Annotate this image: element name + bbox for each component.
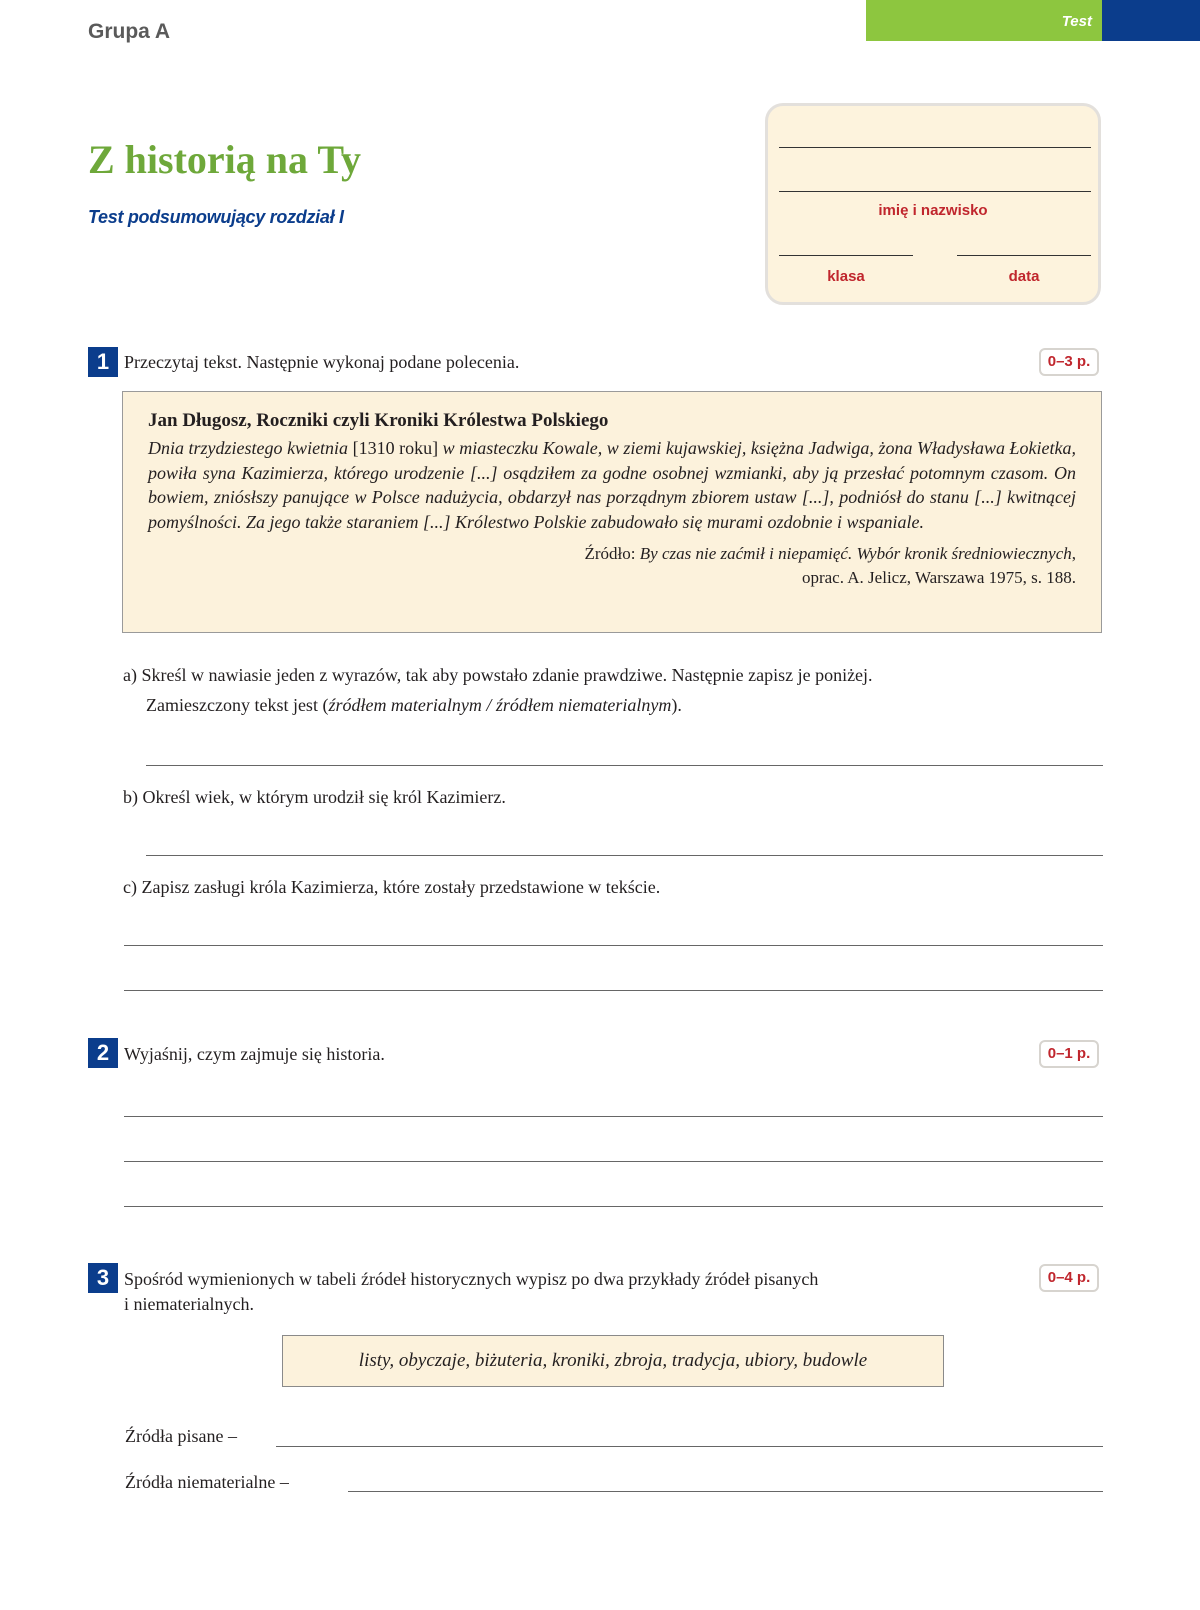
written-sources-label: Źródła pisane – bbox=[125, 1426, 237, 1446]
task-3-instruction-line-1: Spośród wymienionych w tabeli źródeł historycznych wypisz po dwa przykłady źródeł pisanych bbox=[124, 1269, 819, 1289]
task-3-number: 3 bbox=[88, 1263, 118, 1293]
task-2-points: 0–1 p. bbox=[1039, 1040, 1099, 1068]
page-title: Z historią na Ty bbox=[88, 137, 362, 182]
task-3-points: 0–4 p. bbox=[1039, 1264, 1099, 1292]
task-3-instruction-line-2: i niematerialnych. bbox=[124, 1294, 254, 1314]
source-body bbox=[148, 436, 1076, 534]
header-accent-bar bbox=[1102, 0, 1200, 41]
name-line-1[interactable] bbox=[779, 147, 1091, 148]
sentence-options[interactable]: źródłem materialnym / źródłem niematerialnym bbox=[328, 695, 672, 715]
credit-prefix: Źródło: bbox=[584, 544, 640, 563]
task-2-answer-line-1[interactable] bbox=[124, 1116, 1103, 1117]
class-line[interactable] bbox=[779, 255, 913, 256]
task-1-instruction: Przeczytaj tekst. Następnie wykonaj podane polecenia. bbox=[124, 352, 520, 372]
task-2-answer-line-3[interactable] bbox=[124, 1206, 1103, 1207]
class-label: klasa bbox=[827, 268, 865, 285]
source-body-year: [1310 roku] bbox=[352, 438, 439, 458]
task-1a-sentence bbox=[146, 690, 682, 720]
task-2-instruction: Wyjaśnij, czym zajmuje się historia. bbox=[124, 1044, 385, 1064]
task-1c-question: c) Zapisz zasługi króla Kazimierza, które zostały przedstawione w tekście. bbox=[123, 877, 661, 897]
sentence-end: ). bbox=[671, 695, 682, 715]
intangible-sources-label: Źródła niematerialne – bbox=[125, 1472, 289, 1492]
task-1b-answer-line[interactable] bbox=[146, 855, 1103, 856]
date-line[interactable] bbox=[957, 255, 1091, 256]
group-label: Grupa A bbox=[88, 20, 171, 43]
task-2-number: 2 bbox=[88, 1038, 118, 1068]
source-credit bbox=[148, 542, 1076, 590]
task-1-number: 1 bbox=[88, 347, 118, 377]
task-1c-answer-line-2[interactable] bbox=[124, 990, 1103, 991]
sentence-start: Zamieszczony tekst jest ( bbox=[146, 695, 329, 715]
intangible-sources-answer-line[interactable] bbox=[348, 1491, 1103, 1492]
credit-title: By czas nie zaćmił i niepamięć. Wybór kronik średniowiecznych bbox=[639, 544, 1072, 563]
task-1c-answer-line-1[interactable] bbox=[124, 945, 1103, 946]
name-line-2[interactable] bbox=[779, 191, 1091, 192]
page-subtitle: Test podsumowujący rozdział I bbox=[88, 207, 344, 227]
task-1b-question: b) Określ wiek, w którym urodził się król Kazimierz. bbox=[123, 787, 506, 807]
source-body-part-2: w miasteczku Kowale, w ziemi kujawskiej, księżna Jadwiga, żona Władysława Łokietka, powiła syna Kazimierza, którego urodzenie [...] osądziłem za godne osobnej wzmianki, aby ją przesłać potomnym czasom. On bowiem, zniósłszy panujące w Polsce nadużycia, obdarzył nas porządnym zbiorem ustaw [...], podniósł do stanu [...] kwitnącej pomyślności. Za jego także staraniem [...] Królestwo Polskie zabudowało się murami ozdobnie i wspaniale. bbox=[148, 438, 1077, 532]
sources-list-box: listy, obyczaje, biżuteria, kroniki, zbroja, tradycja, ubiory, budowle bbox=[282, 1335, 944, 1387]
task-1a-answer-line[interactable] bbox=[146, 765, 1103, 766]
source-text-box bbox=[122, 391, 1102, 633]
written-sources-answer-line[interactable] bbox=[276, 1446, 1103, 1447]
test-tab-label: Test bbox=[1061, 13, 1092, 30]
credit-rest: , bbox=[1071, 544, 1076, 563]
source-title: Jan Długosz, Roczniki czyli Kroniki Królestwa Polskiego bbox=[148, 410, 609, 431]
credit-line-2: oprac. A. Jelicz, Warszawa 1975, s. 188. bbox=[801, 568, 1076, 587]
name-label: imię i nazwisko bbox=[878, 202, 988, 219]
task-1-points: 0–3 p. bbox=[1039, 348, 1099, 376]
test-tab bbox=[866, 0, 1102, 41]
task-1a-question: a) Skreśl w nawiasie jeden z wyrazów, tak aby powstało zdanie prawdziwe. Następnie zapisz je poniżej. bbox=[123, 665, 873, 685]
date-label: data bbox=[1008, 268, 1040, 285]
student-info-box bbox=[765, 103, 1101, 305]
source-body-part-1: Dnia trzydziestego kwietnia bbox=[148, 438, 353, 458]
task-2-answer-line-2[interactable] bbox=[124, 1161, 1103, 1162]
